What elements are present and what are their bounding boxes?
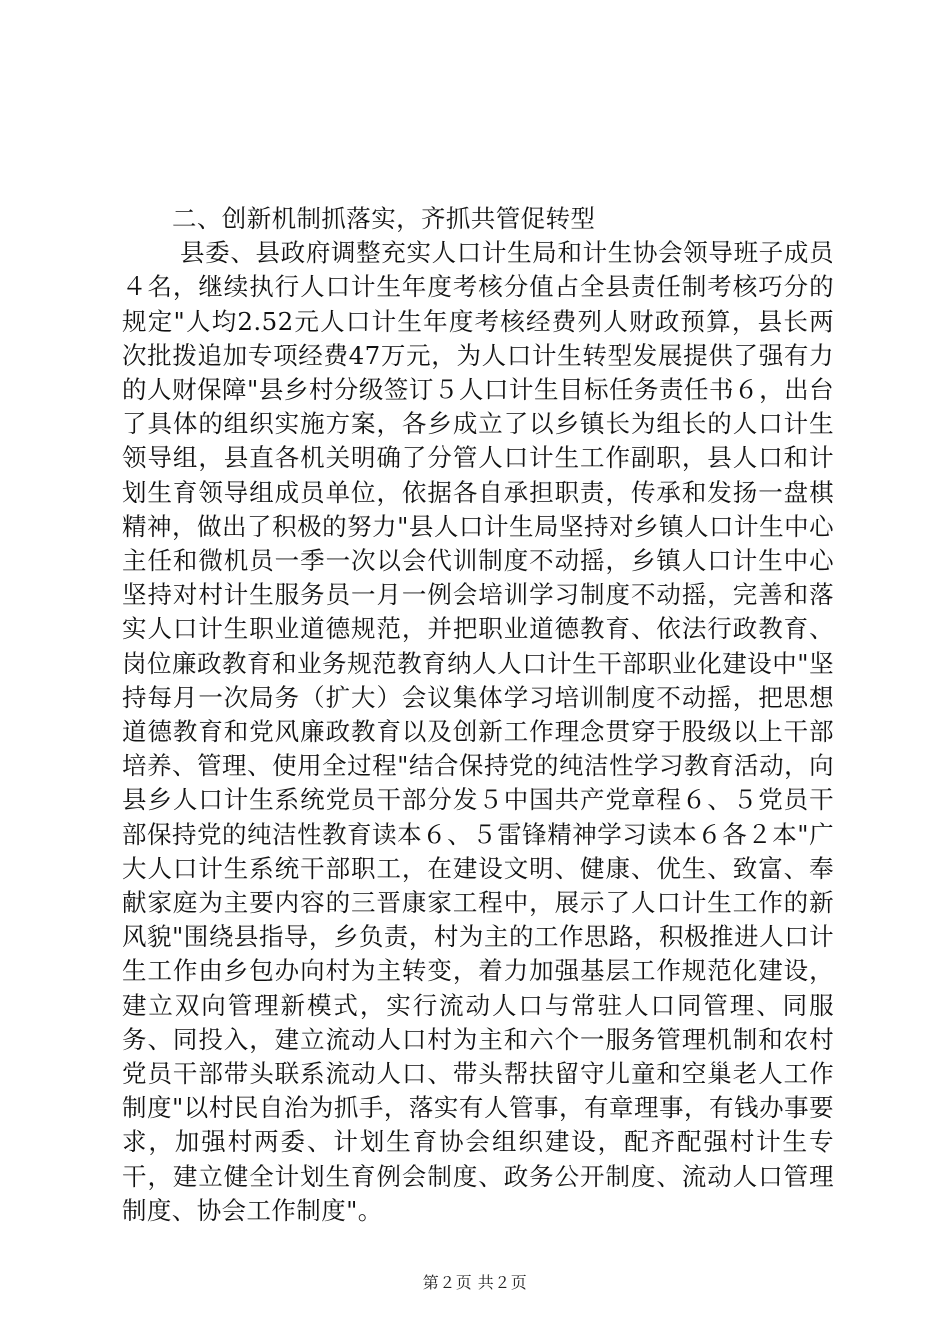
page-footer: 第２页 共２页 xyxy=(422,1273,528,1292)
document-body xyxy=(122,202,834,1228)
body-paragraph: 县委、县政府调整充实人口计生局和计生协会领导班子成员４名，继续执行人口计生年度考核分值占全县责任制考核巧分的规定"人均2.52元人口计生年度考核经费列人财政预算，县长两次批拨追加专项经费47万元，为人口计生转型发展提供了强有力的人财保障"县乡村分级签订５人口计生目标任务责任书６，出台了具体的组织实施方案，各乡成立了以乡镇长为组长的人口计生领导组，县直各机关明确了分管人口计生工作副职，县人口和计划生育领导组成员单位，依据各自承担职责，传承和发扬一盘棋精神，做出了积极的努力"县人口计生局坚持对乡镇人口计生中心主任和微机员一季一次以会代训制度不动摇，乡镇人口计生中心坚持对村计生服务员一月一例会培训学习制度不动摇，完善和落实人口计生职业道德规范，并把职业道德教育、依法行政教育、岗位廉政教育和业务规范教育纳人人口计生干部职业化建设中"坚持每月一次局务（扩大）会议集体学习培训制度不动摇，把思想道德教育和党风廉政教育以及创新工作理念贯穿于股级以上干部培养、管理、使用全过程"结合保持党的纯洁性学习教育活动，向县乡人口计生系统党员干部分发５中国共产党章程６、５党员干部保持党的纯洁性教育读本６、５雷锋精神学习读本６各２本"广大人口计生系统干部职工，在建设文明、健康、优生、致富、奉献家庭为主要内容的三晋康家工程中，展示了人口计生工作的新风貌"围绕县指导，乡负责，村为主的工作思路，积极推进人口计生工作由乡包办向村为主转变，着力加强基层工作规范化建设，建立双向管理新模式，实行流动人口与常驻人口同管理、同服务、同投入，建立流动人口村为主和六个一服务管理机制和农村党员干部带头联系流动人口、带头帮扶留守儿童和空巢老人工作制度"以村民自治为抓手，落实有人管事，有章理事，有钱办事要求，加强村两委、计划生育协会组织建设，配齐配强村计生专干，建立健全计划生育例会制度、政务公开制度、流动人口管理制度、协会工作制度"。 xyxy=(122,238,834,1225)
section-heading: 二、创新机制抓落实，齐抓共管促转型 xyxy=(172,204,596,233)
